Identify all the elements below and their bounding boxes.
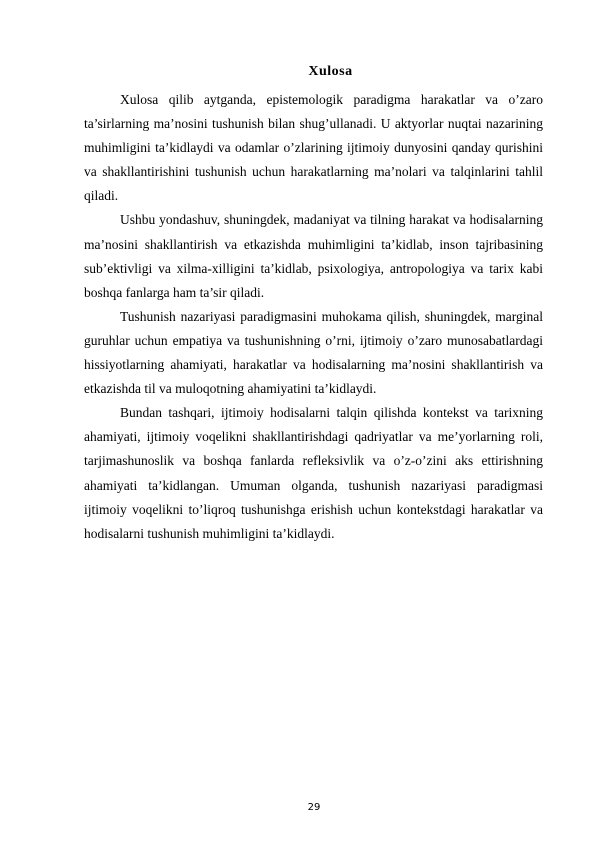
- paragraph-3: Tushunish nazariyasi paradigmasini muhokama qilish, shuningdek, marginal guruhlar uchun empatiya va tushunishning o’rni, ijtimoiy o’zaro munosabatlardagi hissiyotlarning ahamiyati, harakatlar va hodisalarning ma’nosini shakllantirish va etkazishda til va muloqotning ahamiyatini ta’kidlaydi.: [84, 308, 543, 397]
- paragraph-1: Xulosa qilib aytganda, epistemologik paradigma harakatlar va o’zaro ta’sirlarning ma’nosini tushunish bilan shug’ullanadi. U aktyorlar nuqtai nazarining muhimligini ta’kidlaydi va odamlar o’zlarining ijtimoiy dunyosini qanday qurishini va shakllantirishini tushunish uchun harakatlarning ma’nolari va talqinlarini tahlil qiladi.: [84, 92, 543, 204]
- page-title: Xulosa: [308, 64, 353, 79]
- paragraph-2: Ushbu yondashuv, shuningdek, madaniyat va tilning harakat va hodisalarning ma’nosini shakllantirish va etkazishda muhimligini ta’kidlab, inson tajribasining sub’ektivligi va xilma-xilligini ta’kidlab, psixologiya, antropologiya va tarix kabi boshqa fanlarga ham ta’sir qiladi.: [84, 212, 543, 300]
- page-number: 29: [307, 802, 321, 813]
- paragraph-4: Bundan tashqari, ijtimoiy hodisalarni talqin qilishda kontekst va tarixning ahamiyati, ijtimoiy voqelikni shakllantirishdagi qadriyatlar va me’yorlarning roli, tarjimashunoslik va boshqa fanlarda refleksivlik va o’z-o’zini aks ettirishning ahamiyati ta’kidlangan. Umuman olganda, tushunish nazariyasi paradigmasi ijtimoiy voqelikni to’liqroq tushunishga erishish uchun kontekstdagi harakatlar va hodisalarni tushunish muhimligini ta’kidlaydi.: [84, 405, 543, 541]
- body-text: [84, 88, 543, 546]
